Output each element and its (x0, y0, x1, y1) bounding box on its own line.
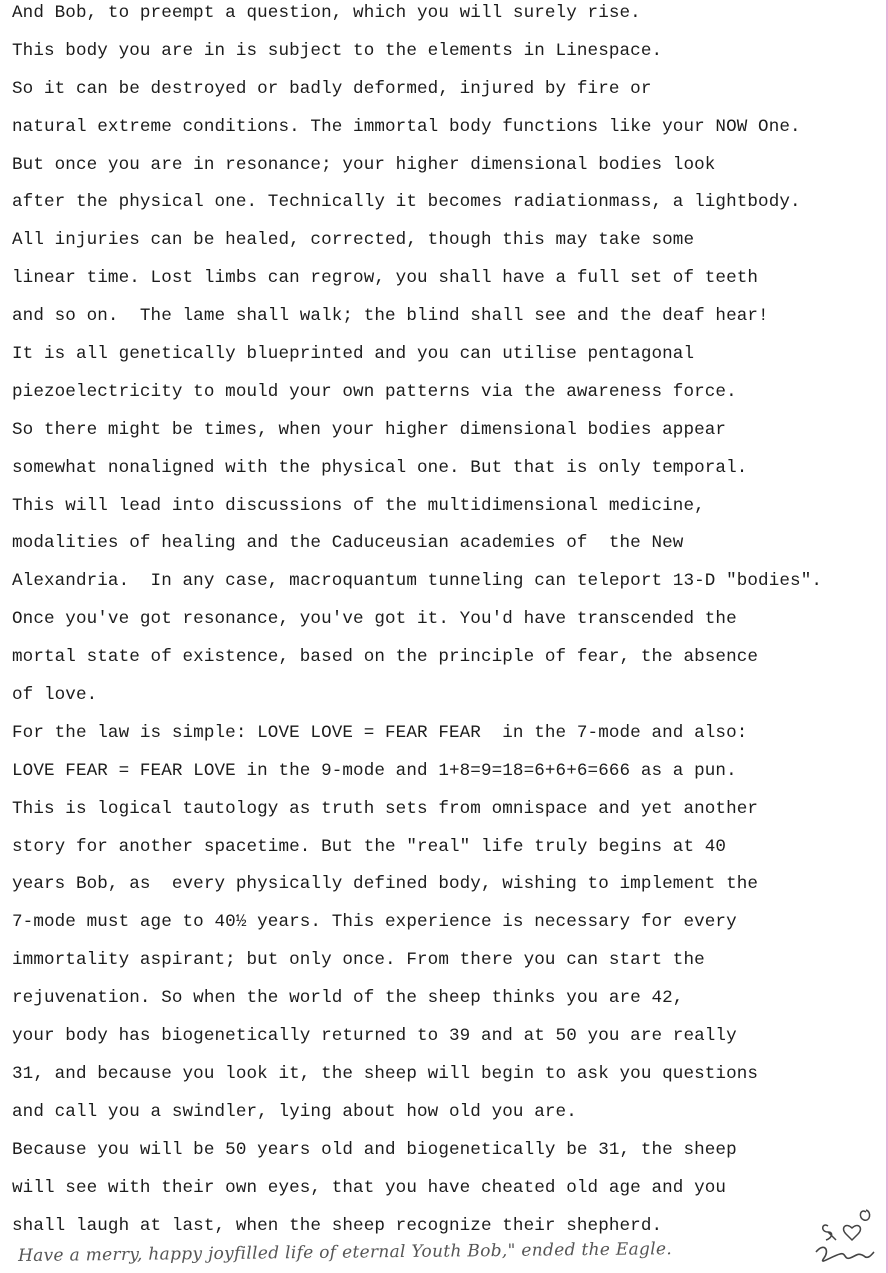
signature-scrawl (816, 1247, 874, 1261)
text-line: somewhat nonaligned with the physical one. But that is only temporal. (12, 457, 748, 478)
text-line: 7-mode must age to 40½ years. This experience is necessary for every (12, 912, 737, 933)
handwritten-note: Have a merry, happy joyfilled life of eternal Youth Bob," ended the Eagle. (17, 1239, 673, 1267)
text-line: All injuries can be healed, corrected, though this may take some (12, 230, 695, 251)
text-line: This body you are in is subject to the elements in Linespace. (12, 40, 663, 61)
text-line: LOVE FEAR = FEAR LOVE in the 9-mode and 1+8=9=18=6+6+6=666 as a pun. (12, 760, 737, 781)
text-line: Because you will be 50 years old and biogenetically be 31, the sheep (12, 1139, 737, 1160)
text-line: It is all genetically blueprinted and you can utilise pentagonal (12, 344, 695, 365)
text-line: natural extreme conditions. The immortal body functions like your NOW One. (12, 116, 801, 137)
text-line: your body has biogenetically returned to 39 and at 50 you are really (12, 1026, 737, 1047)
text-line: piezoelectricity to mould your own patterns via the awareness force. (12, 381, 737, 402)
text-line: of love. (12, 685, 98, 706)
typewritten-body (12, 0, 882, 1250)
text-line: rejuvenation. So when the world of the sheep thinks you are 42, (12, 988, 684, 1009)
ampersand-doodle (823, 1225, 836, 1240)
signature-mark (806, 1198, 878, 1270)
text-line: mortal state of existence, based on the principle of fear, the absence (12, 647, 759, 668)
text-line: But once you are in resonance; your higher dimensional bodies look (12, 154, 716, 175)
text-line: Alexandria. In any case, macroquantum tunneling can teleport 13-D "bodies". (12, 571, 823, 592)
text-line: and so on. The lame shall walk; the blind shall see and the deaf hear! (12, 306, 769, 327)
swirl-doodle (860, 1210, 869, 1220)
heart-doodle (844, 1226, 861, 1240)
text-line: 31, and because you look it, the sheep will begin to ask you questions (12, 1063, 759, 1084)
text-line: and call you a swindler, lying about how old you are. (12, 1101, 577, 1122)
text-line: years Bob, as every physically defined body, wishing to implement the (12, 874, 759, 895)
text-line: modalities of healing and the Caduceusian academies of the New (12, 533, 684, 554)
text-line: So there might be times, when your higher dimensional bodies appear (12, 419, 727, 440)
text-line: linear time. Lost limbs can regrow, you shall have a full set of teeth (12, 268, 759, 289)
text-line: will see with their own eyes, that you have cheated old age and you (12, 1177, 727, 1198)
text-line: story for another spacetime. But the "real" life truly begins at 40 (12, 836, 727, 857)
text-line: This is logical tautology as truth sets from omnispace and yet another (12, 798, 759, 819)
text-line: Once you've got resonance, you've got it. You'd have transcended the (12, 609, 737, 630)
text-line: For the law is simple: LOVE LOVE = FEAR FEAR in the 7-mode and also: (12, 722, 748, 743)
text-line: This will lead into discussions of the multidimensional medicine, (12, 495, 705, 516)
text-line: And Bob, to preempt a question, which you will surely rise. (12, 3, 641, 23)
text-line: immortality aspirant; but only once. From there you can start the (12, 950, 705, 971)
text-line: So it can be destroyed or badly deformed, injured by fire or (12, 78, 652, 99)
text-line: after the physical one. Technically it becomes radiationmass, a lightbody. (12, 192, 801, 213)
text-line: shall laugh at last, when the sheep recognize their shepherd. (12, 1215, 663, 1236)
